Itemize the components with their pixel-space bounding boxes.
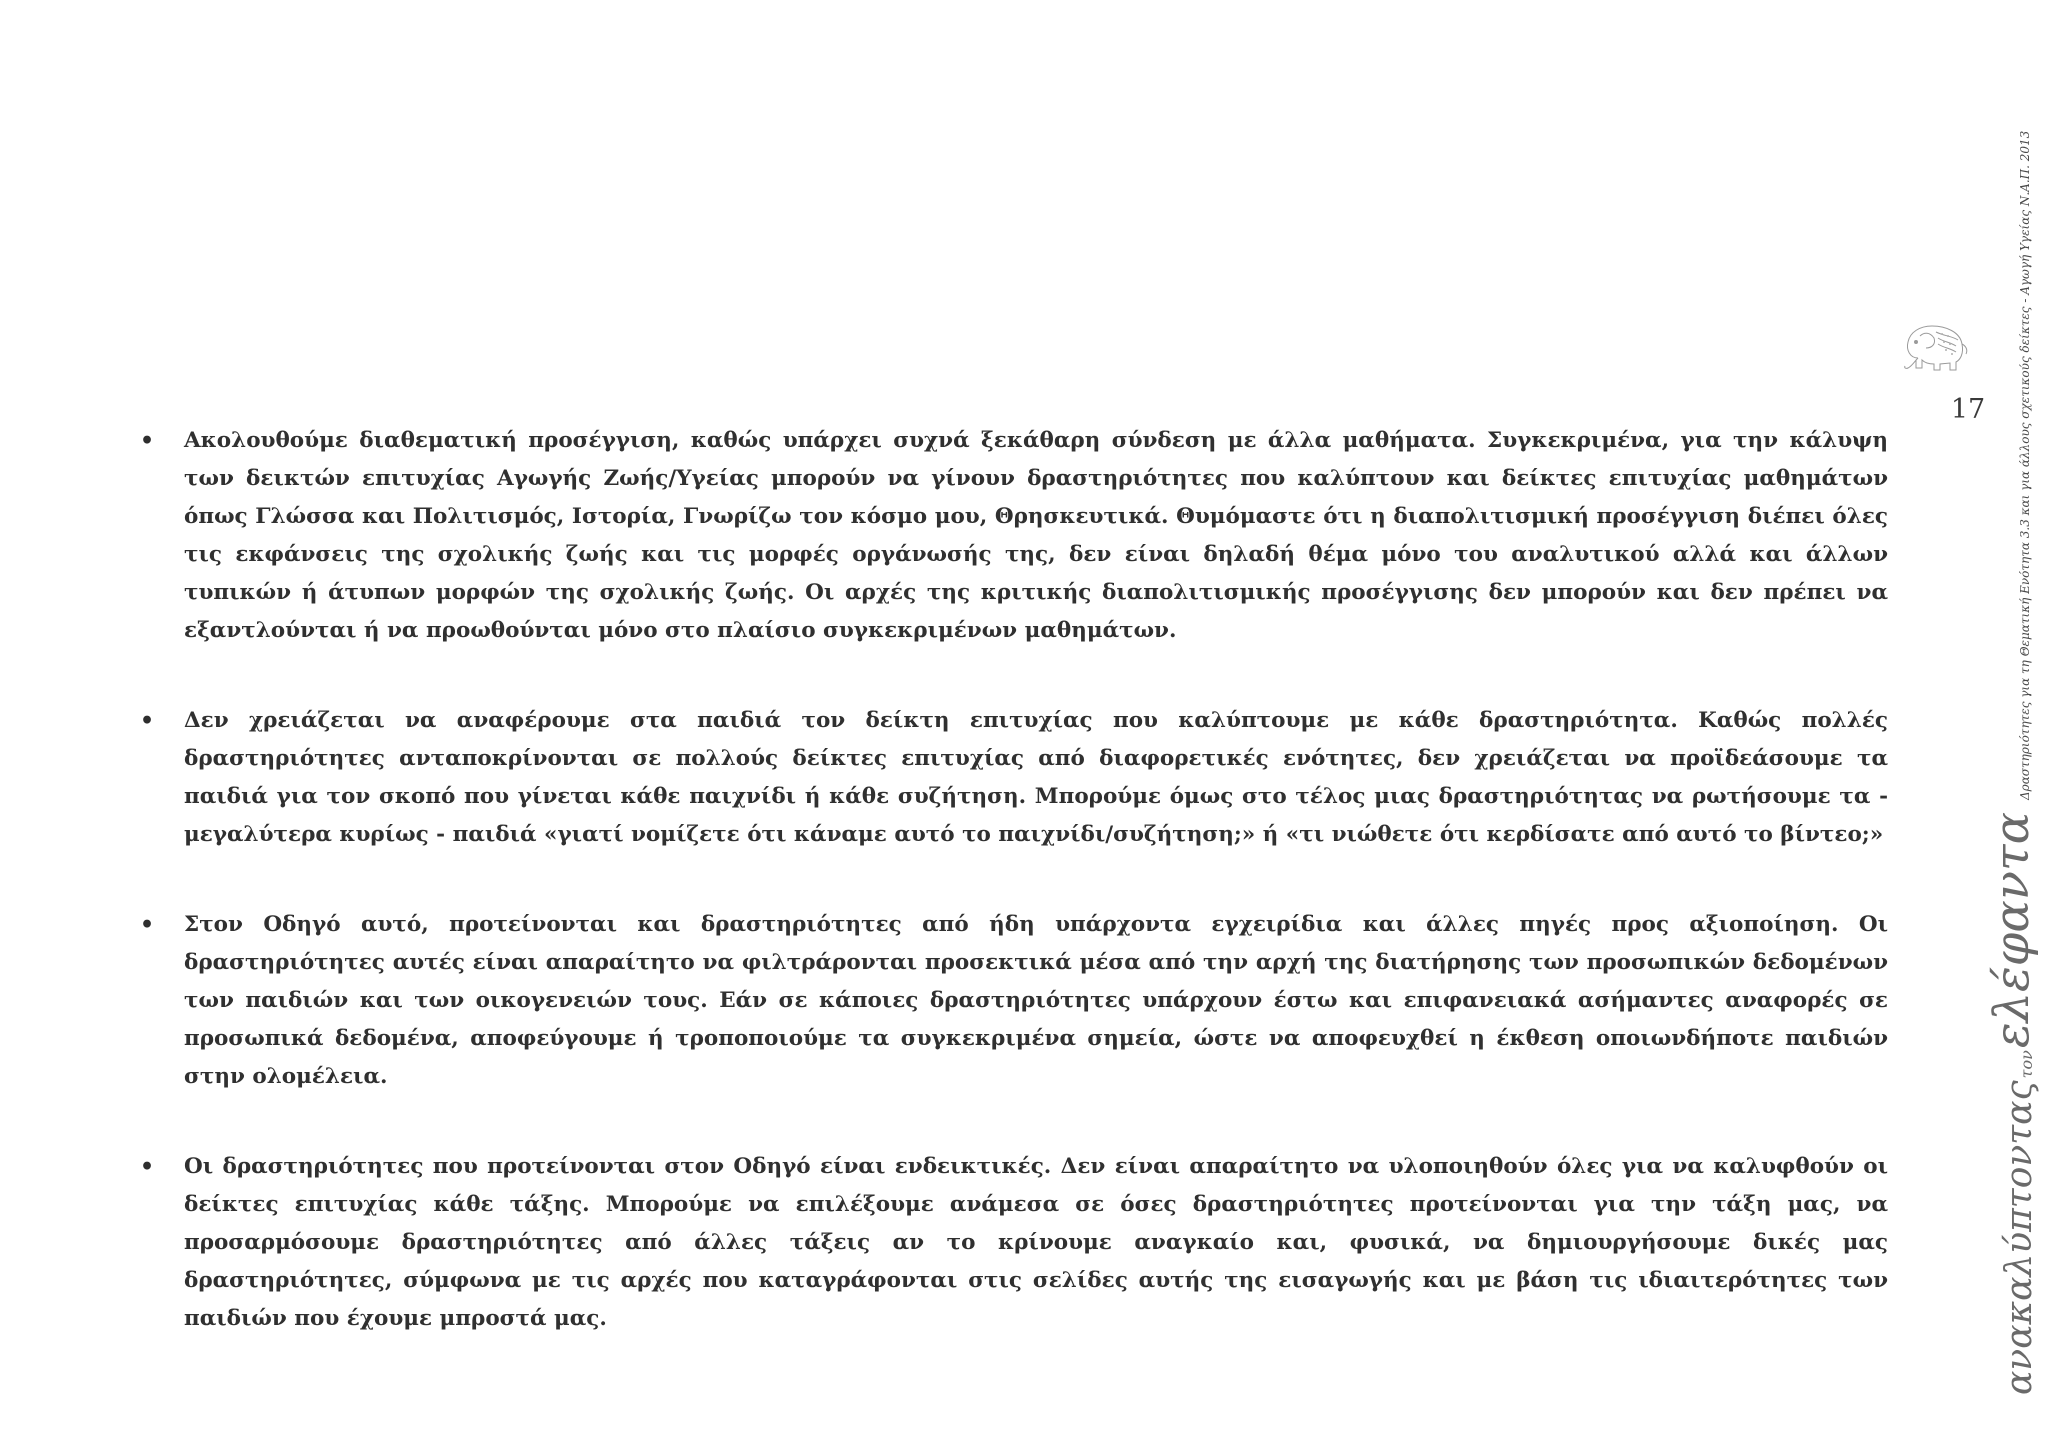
side-strip: [1980, 130, 2040, 1395]
side-caption: Δραστηριότητες για τη Θεματική Ενότητα 3.3 και για άλλους σχετικούς δείκτες - Αγωγή Υγείας Ν.Α.Π. 2013: [2018, 130, 2032, 801]
bullet-icon: •: [140, 912, 155, 938]
series-logo: [1984, 812, 2040, 1395]
bullet-text: Ακολουθούμε διαθεματική προσέγγιση, καθώς υπάρχει συχνά ξεκάθαρη σύνδεση με άλλα μαθήματα. Συγκεκριμένα, για την κάλυψη των δεικτών επιτυχίας Αγωγής Ζωής/Υγείας μπορούν να γίνουν δραστηριότητες που καλύπτουν και δείκτες επιτυχίας μαθημάτων όπως Γλώσσα και Πολιτισμός, Ιστορία, Γνωρίζω τον κόσμο μου, Θρησκευτικά. Θυμόμαστε ότι η διαπολιτισμική προσέγγιση διέπει όλες τις εκφάνσεις της σχολικής ζωής και τις μορφές οργάνωσής της, δεν είναι δηλαδή θέμα μόνο του αναλυτικού αλλά και άλλων τυπικών ή άτυπων μορφών της σχολικής ζωής. Οι αρχές της κριτικής διαπολιτισμικής προσέγγισης δεν μπορούν και δεν πρέπει να εξαντλούνται ή να προωθούνται μόνο στο πλαίσιο συγκεκριμένων μαθημάτων.: [184, 428, 1888, 643]
logo-part-small: τον: [2017, 1050, 2036, 1079]
logo-part-main: ανακαλύπτοντας: [1999, 1080, 2040, 1395]
elephant-icon: [1900, 318, 1972, 374]
list-item: [140, 702, 1888, 854]
bullet-list: [140, 422, 1888, 1390]
list-item: [140, 1148, 1888, 1338]
list-item: [140, 422, 1888, 650]
bullet-text: Στον Οδηγό αυτό, προτείνονται και δραστηριότητες από ήδη υπάρχοντα εγχειρίδια και άλλες πηγές προς αξιοποίηση. Οι δραστηριότητες αυτές είναι απαραίτητο να φιλτράρονται προσεκτικά μέσα από την αρχή της διατήρησης των προσωπικών δεδομένων των παιδιών και των οικογενειών τους. Εάν σε κάποιες δραστηριότητες υπάρχουν έστω και επιφανειακά ασήμαντες αναφορές σε προσωπικά δεδομένα, αποφεύγουμε ή τροποποιούμε τα συγκεκριμένα σημεία, ώστε να αποφευχθεί η έκθεση οποιωνδήποτε παιδιών στην ολομέλεια.: [184, 912, 1888, 1089]
bullet-icon: •: [140, 1154, 155, 1180]
bullet-text: Οι δραστηριότητες που προτείνονται στον Οδηγό είναι ενδεικτικές. Δεν είναι απαραίτητο να υλοποιηθούν όλες για να καλυφθούν οι δείκτες επιτυχίας κάθε τάξης. Μπορούμε να επιλέξουμε ανάμεσα σε όσες δραστηριότητες προτείνονται για την τάξη μας, να προσαρμόσουμε δραστηριότητες από άλλες τάξεις αν το κρίνουμε αναγκαίο και, φυσικά, να δημιουργήσουμε δικές μας δραστηριότητες, σύμφωνα με τις αρχές που καταγράφονται στις σελίδες αυτής της εισαγωγής και με βάση τις ιδιαιτερότητες των παιδιών που έχουμε μπροστά μας.: [184, 1154, 1888, 1331]
logo-part-large: ελέφαντα: [1984, 812, 2040, 1049]
bullet-icon: •: [140, 708, 155, 734]
bullet-icon: •: [140, 428, 155, 454]
list-item: [140, 906, 1888, 1096]
page-number: 17: [1950, 394, 1986, 425]
bullet-text: Δεν χρειάζεται να αναφέρουμε στα παιδιά τον δείκτη επιτυχίας που καλύπτουμε με κάθε δραστηριότητα. Καθώς πολλές δραστηριότητες ανταποκρίνονται σε πολλούς δείκτες επιτυχίας από διαφορετικές ενότητες, δεν χρειάζεται να προϊδεάσουμε τα παιδιά για τον σκοπό που γίνεται κάθε παιχνίδι ή κάθε συζήτηση. Μπορούμε όμως στο τέλος μιας δραστηριότητας να ρωτήσουμε τα - μεγαλύτερα κυρίως - παιδιά «γιατί νομίζετε ότι κάναμε αυτό το παιχνίδι/συζήτηση;» ή «τι νιώθετε ότι κερδίσατε από αυτό το βίντεο;»: [184, 708, 1888, 847]
